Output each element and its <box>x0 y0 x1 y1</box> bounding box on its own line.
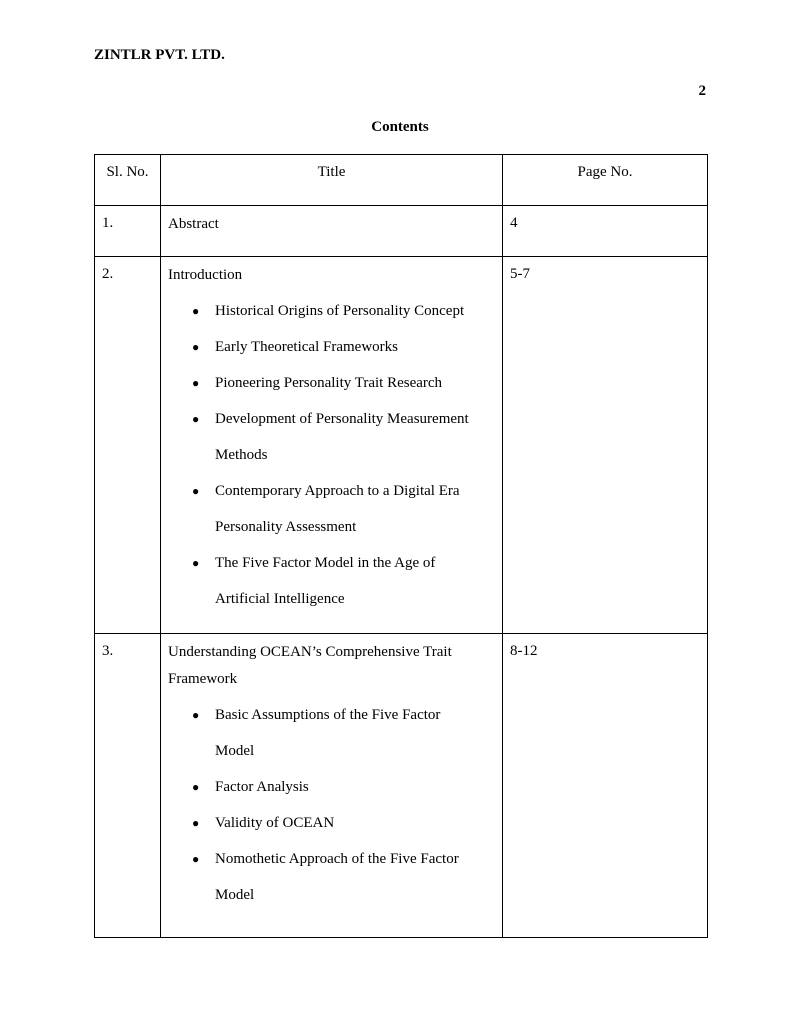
table-row <box>95 257 708 634</box>
bullet-icon: ● <box>192 816 200 830</box>
row-sl-no: 3. <box>95 634 161 938</box>
list-item: ● Development of Personality Measurement Methods <box>168 401 495 473</box>
list-item: ● Pioneering Personality Trait Research <box>168 365 495 401</box>
list-item: ● The Five Factor Model in the Age of Artificial Intelligence <box>168 545 495 617</box>
list-item: ● Contemporary Approach to a Digital Era Personality Assessment <box>168 473 495 545</box>
row-title <box>161 206 503 257</box>
bullet-icon: ● <box>192 708 200 722</box>
row-page-no: 5-7 <box>503 257 708 634</box>
contents-title: Contents <box>371 119 429 135</box>
row-title-text-continued: Framework <box>168 671 238 687</box>
row-sl-no: 1. <box>95 206 161 257</box>
bullet-icon: ● <box>192 376 200 390</box>
table-row <box>95 634 708 938</box>
list-item: ● Validity of OCEAN <box>168 805 495 841</box>
list-item: ● Nomothetic Approach of the Five Factor Model <box>168 841 495 913</box>
table-row <box>95 206 708 257</box>
subtopic-list <box>168 293 495 617</box>
list-item: ● Factor Analysis <box>168 769 495 805</box>
bullet-icon: ● <box>192 556 200 570</box>
bullet-icon: ● <box>192 852 200 866</box>
contents-table <box>94 154 708 938</box>
page-number: 2 <box>698 83 706 99</box>
row-page-no: 4 <box>503 206 708 257</box>
list-item: ● Basic Assumptions of the Five Factor Model <box>168 697 495 769</box>
subtopic-list <box>168 697 495 913</box>
bullet-icon: ● <box>192 412 200 426</box>
row-title-text: Abstract <box>168 216 219 232</box>
company-header: ZINTLR PVT. LTD. <box>94 47 225 63</box>
bullet-icon: ● <box>192 780 200 794</box>
row-title <box>161 634 503 938</box>
column-header-sl-no: Sl. No. <box>95 155 161 206</box>
bullet-icon: ● <box>192 340 200 354</box>
row-sl-no: 2. <box>95 257 161 634</box>
column-header-title: Title <box>161 155 503 206</box>
row-title <box>161 257 503 634</box>
bullet-icon: ● <box>192 304 200 318</box>
row-title-text: Introduction <box>168 267 243 283</box>
column-header-page-no: Page No. <box>503 155 708 206</box>
bullet-icon: ● <box>192 484 200 498</box>
row-page-no: 8-12 <box>503 634 708 938</box>
table-header-row <box>95 155 708 206</box>
list-item: ● Early Theoretical Frameworks <box>168 329 495 365</box>
row-title-text: Understanding OCEAN’s Comprehensive Trait <box>168 644 452 660</box>
list-item: ● Historical Origins of Personality Concept <box>168 293 495 329</box>
